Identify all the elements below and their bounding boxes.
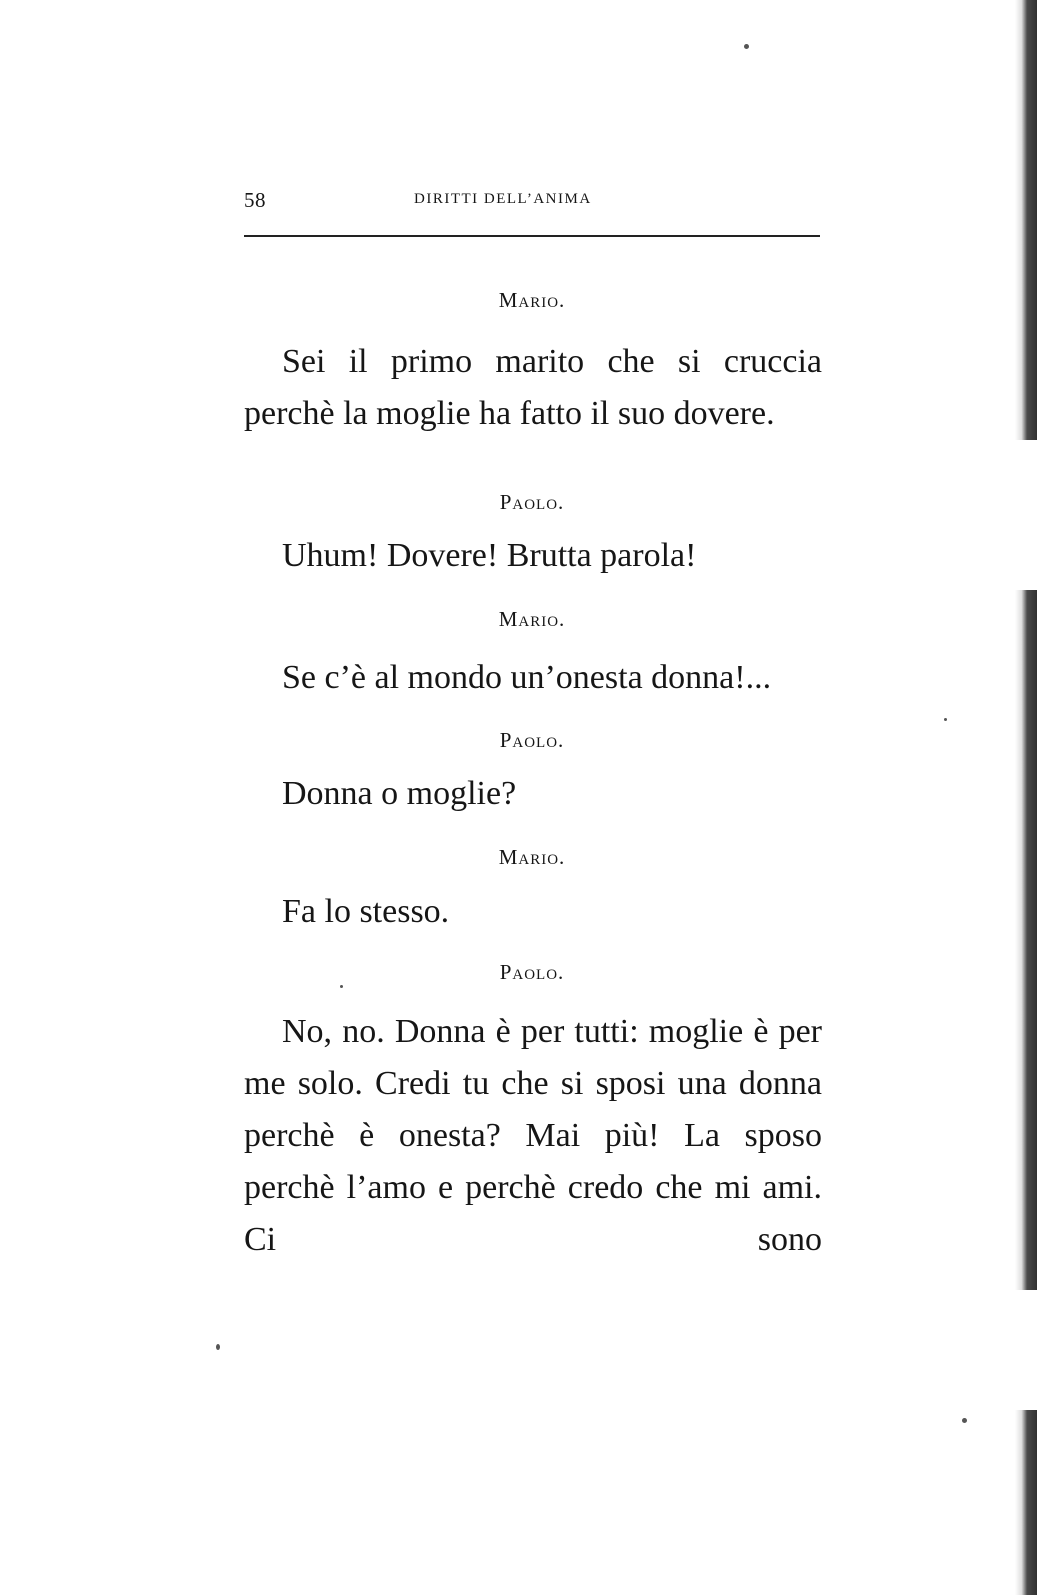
scan-speck: [744, 44, 749, 49]
header-rule: [244, 235, 820, 237]
speaker-name: Paolo.: [499, 490, 565, 514]
binding-gap: [1015, 440, 1037, 590]
speech-paragraph: Sei il primo marito che si cruccia perchè la moglie ha fatto il suo dovere.: [244, 343, 822, 432]
speech-paragraph: No, no. Donna è per tutti: moglie è per me solo. Credi tu che si sposi una donna perchè è onesta? Mai più! La sposo perchè l’amo e perchè credo che mi ami. Ci sono: [244, 1013, 822, 1258]
page-number: 58: [244, 188, 266, 212]
speech-paragraph: Donna o moglie?: [282, 775, 517, 812]
scan-speck: [944, 718, 947, 721]
speaker-name: Mario.: [498, 288, 566, 312]
speaker-name: Paolo.: [499, 728, 565, 752]
running-head: [244, 188, 822, 218]
speaker-name: Mario.: [498, 607, 566, 631]
scan-speck: [216, 1344, 220, 1350]
speaker-name: Mario.: [498, 845, 566, 869]
speech-paragraph: Se c’è al mondo un’onesta donna!...: [282, 659, 772, 696]
scan-speck: [962, 1418, 967, 1423]
speech-paragraph: Fa lo stesso.: [282, 893, 450, 930]
speech-paragraph: Uhum! Dovere! Brutta parola!: [282, 537, 697, 574]
speaker-name: Paolo.: [499, 960, 565, 984]
running-title: DIRITTI DELL’ANIMA: [414, 191, 592, 207]
binding-gap: [1015, 1290, 1037, 1410]
scan-speck: [340, 985, 343, 988]
